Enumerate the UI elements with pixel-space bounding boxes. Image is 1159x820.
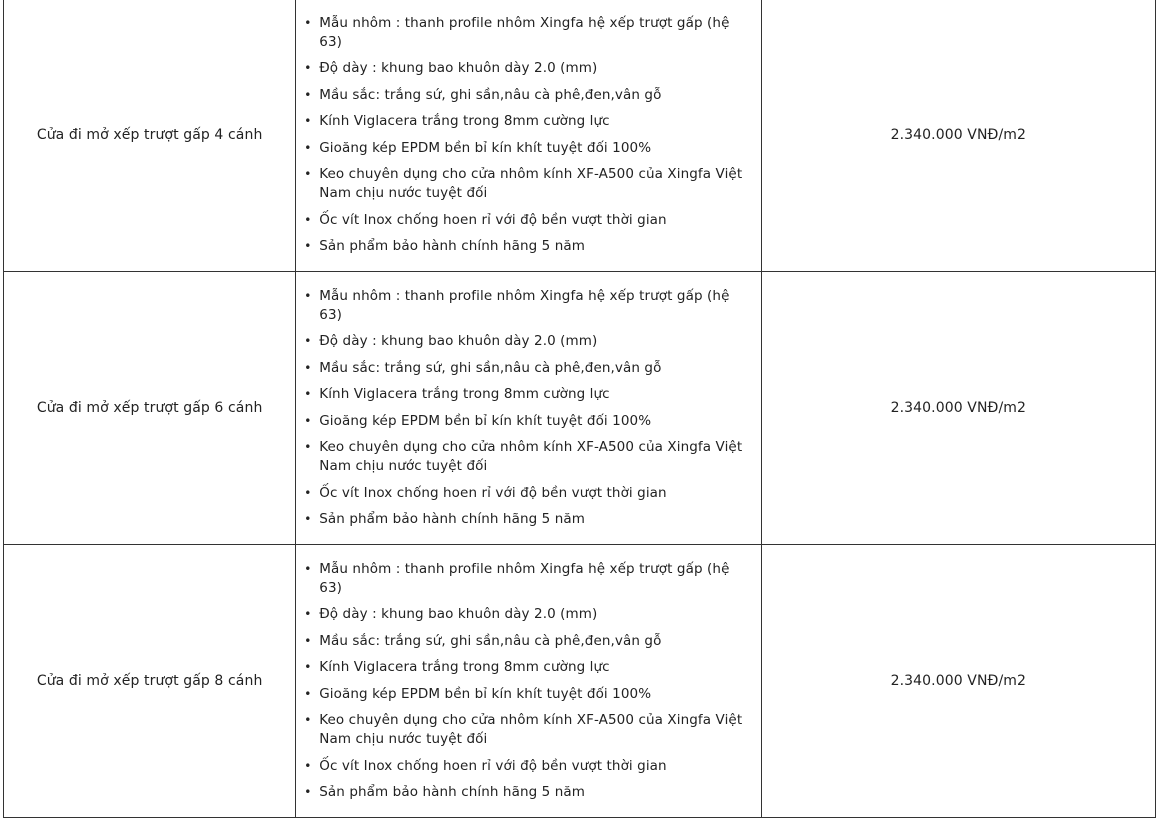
spec-item	[302, 165, 748, 203]
spec-cell	[296, 0, 761, 272]
spec-text: Keo chuyên dụng cho cửa nhôm kính XF-A500 của Xingfa Việt Nam chịu nước tuyệt đối	[319, 712, 743, 748]
bullet-icon: •	[304, 15, 312, 30]
spec-text: Mầu sắc: trắng sứ, ghi sần,nâu cà phê,đen,vân gỗ	[319, 632, 662, 649]
spec-text: Độ dày : khung bao khuôn dày 2.0 (mm)	[319, 606, 598, 623]
spec-cell	[296, 545, 761, 818]
spec-text: Kính Viglacera trắng trong 8mm cường lực	[319, 659, 610, 676]
spec-text: Mẫu nhôm : thanh profile nhôm Xingfa hệ xếp trượt gấp (hệ 63)	[319, 560, 730, 596]
bullet-icon: •	[304, 607, 312, 622]
spec-text: Keo chuyên dụng cho cửa nhôm kính XF-A500 của Xingfa Việt Nam chịu nước tuyệt đối	[319, 166, 743, 202]
spec-text: Độ dày : khung bao khuôn dày 2.0 (mm)	[319, 333, 598, 350]
table-row	[4, 0, 1156, 272]
spec-item	[302, 484, 748, 503]
bullet-icon: •	[304, 114, 312, 129]
spec-item	[302, 412, 748, 431]
bullet-icon: •	[304, 239, 312, 254]
spec-item	[302, 783, 748, 802]
spec-text: Kính Viglacera trắng trong 8mm cường lực	[319, 113, 610, 130]
spec-item	[302, 632, 748, 651]
bullet-icon: •	[304, 660, 312, 675]
spec-item	[302, 14, 748, 52]
spec-text: Độ dày : khung bao khuôn dày 2.0 (mm)	[319, 60, 598, 77]
spec-item	[302, 757, 748, 776]
spec-item	[302, 711, 748, 749]
spec-text: Sản phẩm bảo hành chính hãng 5 năm	[319, 511, 586, 528]
spec-item	[302, 287, 748, 325]
product-name: Cửa đi mở xếp trượt gấp 6 cánh	[4, 272, 296, 545]
product-name: Cửa đi mở xếp trượt gấp 8 cánh	[4, 545, 296, 818]
bullet-icon: •	[304, 785, 312, 800]
bullet-icon: •	[304, 713, 312, 728]
spec-item	[302, 86, 748, 105]
bullet-icon: •	[304, 61, 312, 76]
bullet-icon: •	[304, 387, 312, 402]
bullet-icon: •	[304, 686, 312, 701]
price-table	[3, 0, 1156, 818]
bullet-icon: •	[304, 288, 312, 303]
spec-item	[302, 605, 748, 624]
bullet-icon: •	[304, 413, 312, 428]
bullet-icon: •	[304, 140, 312, 155]
bullet-icon: •	[304, 440, 312, 455]
bullet-icon: •	[304, 633, 312, 648]
spec-item	[302, 510, 748, 529]
spec-text: Ốc vít Inox chống hoen rỉ với độ bền vượt thời gian	[319, 484, 667, 501]
spec-list	[302, 560, 748, 803]
table-row	[4, 272, 1156, 545]
spec-cell	[296, 272, 761, 545]
spec-text: Sản phẩm bảo hành chính hãng 5 năm	[319, 784, 586, 801]
spec-item	[302, 139, 748, 158]
spec-item	[302, 332, 748, 351]
product-name: Cửa đi mở xếp trượt gấp 4 cánh	[4, 0, 296, 272]
product-price: 2.340.000 VNĐ/m2	[761, 272, 1155, 545]
spec-text: Mầu sắc: trắng sứ, ghi sần,nâu cà phê,đen,vân gỗ	[319, 86, 662, 103]
spec-text: Mầu sắc: trắng sứ, ghi sần,nâu cà phê,đen,vân gỗ	[319, 359, 662, 376]
spec-item	[302, 560, 748, 598]
spec-text: Mẫu nhôm : thanh profile nhôm Xingfa hệ xếp trượt gấp (hệ 63)	[319, 14, 730, 50]
spec-list	[302, 287, 748, 530]
spec-text: Ốc vít Inox chống hoen rỉ với độ bền vượt thời gian	[319, 757, 667, 774]
spec-item	[302, 59, 748, 78]
spec-text: Gioăng kép EPDM bền bỉ kín khít tuyệt đối 100%	[319, 139, 652, 156]
spec-item	[302, 237, 748, 256]
spec-text: Mẫu nhôm : thanh profile nhôm Xingfa hệ xếp trượt gấp (hệ 63)	[319, 287, 730, 323]
product-price: 2.340.000 VNĐ/m2	[761, 0, 1155, 272]
spec-text: Gioăng kép EPDM bền bỉ kín khít tuyệt đối 100%	[319, 412, 652, 429]
spec-text: Gioăng kép EPDM bền bỉ kín khít tuyệt đối 100%	[319, 685, 652, 702]
bullet-icon: •	[304, 561, 312, 576]
product-price: 2.340.000 VNĐ/m2	[761, 545, 1155, 818]
bullet-icon: •	[304, 512, 312, 527]
spec-item	[302, 658, 748, 677]
spec-list	[302, 14, 748, 257]
spec-item	[302, 385, 748, 404]
spec-item	[302, 685, 748, 704]
bullet-icon: •	[304, 212, 312, 227]
bullet-icon: •	[304, 485, 312, 500]
spec-text: Ốc vít Inox chống hoen rỉ với độ bền vượt thời gian	[319, 211, 667, 228]
spec-item	[302, 359, 748, 378]
spec-item	[302, 112, 748, 131]
spec-item	[302, 211, 748, 230]
bullet-icon: •	[304, 87, 312, 102]
bullet-icon: •	[304, 334, 312, 349]
spec-text: Sản phẩm bảo hành chính hãng 5 năm	[319, 238, 586, 255]
table-row	[4, 545, 1156, 818]
bullet-icon: •	[304, 167, 312, 182]
bullet-icon: •	[304, 758, 312, 773]
bullet-icon: •	[304, 360, 312, 375]
spec-text: Keo chuyên dụng cho cửa nhôm kính XF-A500 của Xingfa Việt Nam chịu nước tuyệt đối	[319, 439, 743, 475]
spec-text: Kính Viglacera trắng trong 8mm cường lực	[319, 386, 610, 403]
spec-item	[302, 438, 748, 476]
